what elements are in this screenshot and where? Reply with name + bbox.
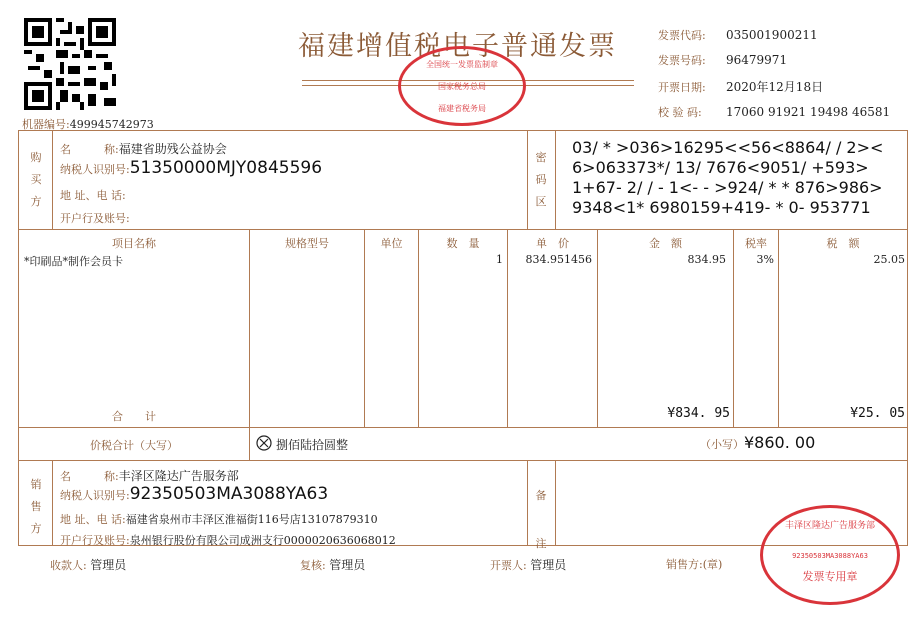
footer-reviewer: 复核: 管理员 — [300, 558, 366, 572]
buyer-section-label: 购 买 方 — [30, 151, 42, 208]
total-upper: 捌佰陆拾圆整 — [276, 438, 349, 452]
divider-items — [18, 427, 908, 428]
sum-amount: ¥834. 95 — [667, 406, 730, 421]
col-header-tax: 税 额 — [826, 237, 860, 250]
buyer-addr-row: 地 址、电 话: — [60, 189, 126, 202]
sum-label: 合 计 — [112, 410, 156, 423]
total-lower: ¥860. 00 — [744, 433, 816, 452]
invoice-number: 发票号码: 96479971 — [658, 53, 788, 67]
tax-bureau-stamp: 全国统一发票监制章 国家税务总局 福建省税务局 — [398, 46, 526, 126]
v-cipher-left — [527, 130, 528, 229]
cipher-section-label: 密 码 区 — [535, 151, 547, 208]
item-amount: 834.95 — [687, 253, 726, 266]
v-seller-label — [52, 460, 53, 546]
col-header-rate: 税率 — [745, 237, 767, 250]
v-remark-label — [555, 460, 556, 546]
seller-tax-id: 92350503MA3088YA63 — [129, 484, 329, 504]
seller-section-label: 销 售 方 — [30, 478, 42, 535]
v-buyer-label — [52, 130, 53, 229]
remarks-label: 备 注 — [535, 489, 547, 550]
col-header-spec: 规格型号 — [285, 237, 329, 250]
buyer-bank-row: 开户行及账号: — [60, 212, 130, 225]
buyer-name-row: 名 称:福建省助残公益协会 — [60, 142, 227, 156]
item-name: *印刷品*制作会员卡 — [24, 255, 123, 268]
v-remark-left — [527, 460, 528, 546]
seller-tax-row: 纳税人识别号:92350503MA3088YA63 — [60, 484, 329, 504]
footer-seller-sign: 销售方:(章) — [666, 558, 723, 571]
invoice-code: 发票代码: 035001900211 — [658, 28, 818, 42]
circle-x-icon — [256, 435, 272, 451]
v-col-2 — [364, 229, 365, 427]
buyer-tax-row: 纳税人识别号:51350000MJY0845596 — [60, 158, 323, 178]
seller-name-row: 名 称:丰泽区隆达广告服务部 — [60, 469, 239, 483]
invoice-date: 开票日期: 2020年12月18日 — [658, 80, 824, 94]
buyer-tax-id: 51350000MJY0845596 — [129, 158, 323, 178]
col-header-name: 项目名称 — [112, 237, 156, 250]
item-price: 834.951456 — [525, 253, 592, 266]
invoice-title: 福建增值税电子普通发票 — [298, 31, 617, 62]
v-cipher-label — [555, 130, 556, 229]
divider-buyer — [18, 229, 908, 230]
machine-number: 机器编号:499945742973 — [22, 118, 154, 131]
item-tax: 25.05 — [873, 253, 905, 266]
item-qty: 1 — [496, 253, 503, 266]
cipher-text: 03/ * >036>16295<<56<8864/ / 2>< 6>063373*/ 13/ 7676<9051/ +593> 1+67- 2/ / - 1<- - >924/ * * 876>986> 9348<1* 6980159+419- * 0- 953771 — [572, 138, 884, 217]
qr-code-image — [24, 18, 116, 110]
col-header-price: 单 价 — [536, 237, 569, 250]
col-header-unit: 单位 — [380, 237, 403, 250]
seller-addr: 福建省泉州市丰泽区淮福街116号店13107879310 — [125, 513, 378, 526]
divider-total — [18, 460, 908, 461]
sum-tax: ¥25. 05 — [850, 406, 905, 421]
buyer-name: 福建省助残公益协会 — [118, 142, 227, 156]
seller-bank-row: 开户行及账号:泉州银行股份有限公司成洲支行0000020636068012 — [60, 534, 396, 547]
item-rate: 3% — [756, 253, 774, 266]
seller-bank: 泉州银行股份有限公司成洲支行0000020636068012 — [129, 534, 396, 547]
seller-addr-row: 地 址、电 话:福建省泉州市丰泽区淮福街116号店13107879310 — [60, 513, 378, 526]
col-header-qty: 数 量 — [446, 237, 480, 250]
total-label: 价税合计（大写） — [90, 439, 178, 452]
check-code: 校 验 码: 17060 91921 19498 46581 — [658, 105, 891, 119]
v-col-1 — [249, 229, 250, 460]
footer-payee: 收款人: 管理员 — [50, 558, 127, 572]
seller-stamp: 丰泽区隆达广告服务部 92350503MA3088YA63 发票专用章 — [760, 505, 900, 605]
col-header-amount: 金 额 — [649, 237, 682, 250]
seller-name: 丰泽区隆达广告服务部 — [118, 469, 239, 483]
total-lower-row: （小写）¥860. 00 — [700, 433, 816, 452]
footer-drawer: 开票人: 管理员 — [490, 558, 567, 572]
